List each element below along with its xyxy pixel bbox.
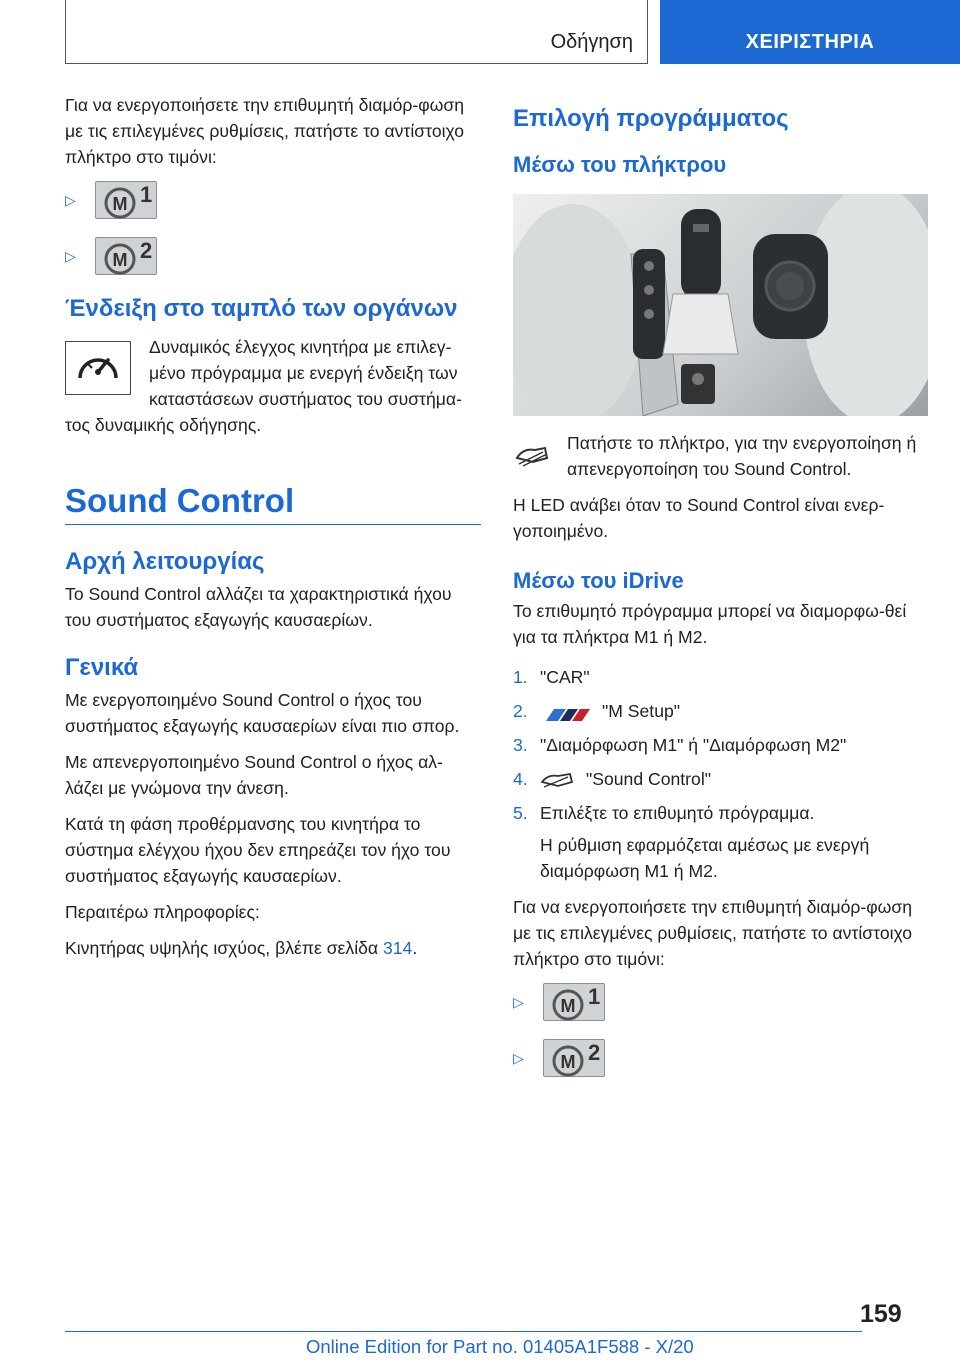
outro-text: Για να ενεργοποιήσετε την επιθυμητή διαμόρ-φωση με τις επιλεγμένες ρυθμίσεις, πατήστε το αντίστοιχο πλήκτρο στο τιμόνι: [513, 897, 913, 969]
triangle-bullet-icon: ▷ [65, 247, 76, 264]
program-select-heading: Επιλογή προγράμματος [513, 105, 789, 132]
triangle-bullet-icon: ▷ [513, 1049, 524, 1066]
center-console-photo [513, 194, 928, 416]
m1-button-icon [543, 983, 605, 1021]
right-column [513, 92, 928, 1094]
gauge-icon [65, 341, 131, 395]
svg-text:M: M [112, 194, 128, 214]
indicator-block [65, 334, 481, 448]
reference-text: Κινητήρας υψηλής ισχύος, βλέπε σελίδα [65, 938, 383, 958]
header-section: Οδήγηση [550, 31, 633, 53]
page-314-link[interactable]: 314 [382, 938, 413, 958]
indicator-text: Δυναμικός έλεγχος κινητήρα με επιλεγ-μένο πρόγραμμα με ενεργή ένδειξη των καταστάσεων συστήματος του συστήμα-τος δυναμικής οδήγησης. [65, 337, 462, 435]
svg-text:M: M [560, 996, 576, 1016]
m1-option [65, 180, 481, 220]
step5-note: Η ρύθμιση εφαρμόζεται αμέσως με ενεργή διαμόρφωση M1 ή M2. [540, 835, 870, 881]
reference-paragraph [65, 935, 481, 961]
general-text-2: Με απενεργοποιημένο Sound Control ο ήχος αλ-λάζει με γνώμονα την άνεση. [65, 752, 443, 798]
list-item: 4. "Sound Control" [513, 769, 711, 789]
list-item: 1. "CAR" [513, 667, 590, 687]
triangle-bullet-icon: ▷ [513, 993, 524, 1010]
m-stripes-icon [540, 704, 592, 720]
press-block [513, 430, 928, 492]
m2-button-icon [543, 1039, 605, 1077]
m2-digit: 2 [140, 238, 153, 263]
intro-text: Για να ενεργοποιήσετε την επιθυμητή διαμόρ-φωση με τις επιλεγμένες ρυθμίσεις, πατήστε το αντίστοιχο πλήκτρο στο τιμόνι: [65, 95, 465, 167]
led-text: Η LED ανάβει όταν το Sound Control είναι ενερ-γοποιημένο. [513, 495, 885, 541]
principle-heading: Αρχή λειτουργίας [65, 548, 265, 575]
sound-control-heading: Sound Control [65, 482, 481, 525]
m1-option [513, 982, 928, 1022]
m1-digit: 1 [588, 984, 601, 1009]
m2-option [65, 236, 481, 276]
header-chapter-tab [660, 0, 960, 64]
list-item: 3. "Διαμόρφωση M1" ή "Διαμόρφωση M2" [513, 735, 847, 755]
press-text: Πατήστε το πλήκτρο, για την ενεργοποίηση ή απενεργοποίηση του Sound Control. [567, 433, 917, 479]
general-heading: Γενικά [65, 654, 139, 681]
general-text-3: Κατά τη φάση προθέρμανσης του κινητήρα το σύστημα ελέγχου ήχου δεν επηρεάζει τον ήχο του συστήματος εξαγωγής καυσαερίων. [65, 814, 451, 886]
m2-digit: 2 [588, 1040, 601, 1065]
left-column [65, 92, 481, 971]
header-section-tab [65, 0, 648, 64]
sound-control-icon [540, 770, 576, 790]
more-info-text: Περαιτέρω πληροφορίες: [65, 902, 260, 922]
idrive-text: Το επιθυμητό πρόγραμμα μπορεί να διαμορφω-θεί για τα πλήκτρα M1 ή M2. [513, 601, 907, 647]
footer-edition: Online Edition for Part no. 01405A1F588 - X/20 [306, 1336, 694, 1357]
m2-button-icon [95, 237, 157, 275]
m1-digit: 1 [140, 182, 153, 207]
general-text-1: Με ενεργοποιημένο Sound Control ο ήχος του συστήματος εξαγωγής καυσαερίων είναι πιο σπορ. [65, 690, 460, 736]
triangle-bullet-icon: ▷ [65, 191, 76, 208]
list-item: 5. Επιλέξτε το επιθυμητό πρόγραμμα. [513, 803, 815, 823]
footer-divider [65, 1331, 862, 1332]
via-idrive-heading: Μέσω του iDrive [513, 568, 684, 593]
sound-control-icon [513, 436, 551, 474]
m2-option [513, 1038, 928, 1078]
reference-end: . [412, 938, 418, 958]
header-chapter: ΧΕΙΡΙΣΤΗΡΙΑ [745, 31, 875, 53]
principle-text: Το Sound Control αλλάζει τα χαρακτηριστικά ήχου του συστήματος εξαγωγής καυσαερίων. [65, 584, 452, 630]
indicator-heading: Ένδειξη στο ταμπλό των οργάνων [65, 295, 458, 322]
svg-text:M: M [560, 1052, 576, 1072]
page-number: 159 [860, 1300, 902, 1328]
list-item: 2. "M Setup" [513, 701, 681, 721]
svg-text:M: M [112, 250, 128, 270]
m1-button-icon [95, 181, 157, 219]
steps-list [513, 664, 928, 826]
via-button-heading: Μέσω του πλήκτρου [513, 152, 727, 177]
